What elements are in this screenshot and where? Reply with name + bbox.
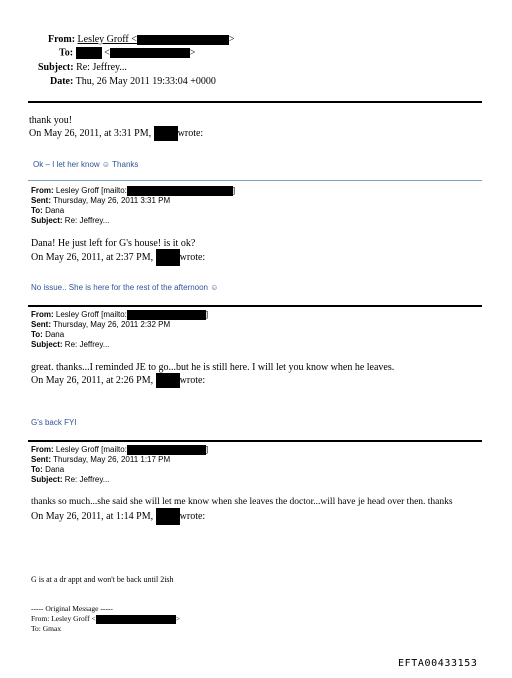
msg1-line2 <box>29 126 203 141</box>
top-subject-line <box>38 62 127 73</box>
redaction-block <box>110 48 190 58</box>
block1-subject-line <box>31 216 109 225</box>
original-from-end: > <box>175 614 180 623</box>
block1-body2 <box>31 249 205 266</box>
block3-sent-line <box>31 455 170 464</box>
original-from-pre: From: Lesley Groff < <box>31 614 96 623</box>
top-to-mid: < <box>104 47 110 59</box>
redaction-block <box>156 249 180 266</box>
block2-sent-label: Sent: <box>31 320 51 329</box>
block1-subject-value: Re: Jeffrey... <box>64 216 110 225</box>
block3-body2-pre: On May 26, 2011, at 1:14 PM, <box>31 510 154 522</box>
block3-sent-label: Sent: <box>31 455 51 464</box>
top-to-line <box>59 47 195 59</box>
block2-to-line <box>31 330 64 339</box>
redaction-block <box>96 615 176 624</box>
top-to-end: > <box>189 47 196 59</box>
block3-body2-post: wrote: <box>179 510 206 522</box>
block3-from-line <box>31 445 208 455</box>
block1-subject-label: Subject: <box>31 216 63 225</box>
block2-from-end: ] <box>205 310 209 320</box>
top-date-value: Thu, 26 May 2011 19:33:04 +0000 <box>75 76 216 87</box>
redaction-block <box>154 126 178 141</box>
block3-from-end: ] <box>205 445 209 455</box>
block1-from-line <box>31 186 235 196</box>
block3-to-value: Dana <box>45 465 65 474</box>
block3-to-label: To: <box>31 465 43 474</box>
block1-from-value: Lesley Groff [mailto: <box>55 186 127 196</box>
block2-subject-line <box>31 340 109 349</box>
block2-from-line <box>31 310 208 320</box>
block2-body1: great. thanks...I reminded JE to go...but he is still here. I will let you know when he leaves. <box>31 362 395 373</box>
block1-sent-label: Sent: <box>31 196 51 205</box>
block2-subject-label: Subject: <box>31 340 63 349</box>
block1-body1: Dana! He just left for G's house! is it ok? <box>31 238 196 249</box>
redaction-block <box>156 508 180 525</box>
block1-to-line <box>31 206 64 215</box>
block3-subject-line <box>31 475 109 484</box>
block3-subject-label: Subject: <box>31 475 63 484</box>
divider <box>28 305 482 307</box>
reply1-text: Ok – I let her know ☺ Thanks <box>33 160 139 169</box>
redaction-block <box>127 310 209 320</box>
top-from-end: > <box>228 34 235 45</box>
block2-from-value: Lesley Groff [mailto: <box>55 310 127 320</box>
block3-from-value: Lesley Groff [mailto: <box>55 445 127 455</box>
divider <box>28 440 482 442</box>
block2-body2-post: wrote: <box>179 374 206 386</box>
redaction-block <box>137 35 229 45</box>
block1-to-value: Dana <box>45 206 65 215</box>
top-subject-label: Subject: <box>38 62 74 73</box>
block2-to-label: To: <box>31 330 43 339</box>
block2-body2 <box>31 373 205 388</box>
block2-sent-value: Thursday, May 26, 2011 2:32 PM <box>53 320 171 329</box>
top-from-line <box>48 34 235 45</box>
block3-body2 <box>31 508 205 525</box>
top-to-label: To: <box>59 47 74 59</box>
msg1-line2-pre: On May 26, 2011, at 3:31 PM, <box>29 127 152 139</box>
original-from-line <box>31 614 180 624</box>
reply2-text: No issue.. She is here for the rest of the afternoon ☺ <box>31 283 219 292</box>
block1-body2-pre: On May 26, 2011, at 2:37 PM, <box>31 251 154 263</box>
block3-sent-value: Thursday, May 26, 2011 1:17 PM <box>53 455 171 464</box>
original-divider: ----- Original Message ----- <box>31 604 113 613</box>
original-to-line: To: Gmax <box>31 624 62 633</box>
block3-body1: thanks so much...she said she will let me know when she leaves the doctor...will have je head over then. thanks <box>31 497 453 507</box>
block3-subject-value: Re: Jeffrey... <box>64 475 110 484</box>
top-subject-value: Re: Jeffrey... <box>76 62 127 73</box>
redaction-block <box>76 47 102 59</box>
block1-from-end: ] <box>232 186 236 196</box>
block2-to-value: Dana <box>45 330 65 339</box>
block1-body2-post: wrote: <box>179 251 206 263</box>
block3-from-label: From: <box>31 445 54 455</box>
header-divider <box>28 101 482 103</box>
block1-sent-value: Thursday, May 26, 2011 3:31 PM <box>53 196 171 205</box>
redaction-block <box>127 186 236 196</box>
block2-subject-value: Re: Jeffrey... <box>64 340 110 349</box>
final-note: G is at a dr appt and won't be back until 2ish <box>31 575 174 584</box>
block1-from-label: From: <box>31 186 54 196</box>
msg1-line1: thank you! <box>29 115 73 126</box>
top-from-label: From: <box>48 34 76 45</box>
block2-from-label: From: <box>31 310 54 320</box>
block2-sent-line <box>31 320 170 329</box>
block2-body2-pre: On May 26, 2011, at 2:26 PM, <box>31 374 154 386</box>
top-date-line <box>50 76 216 87</box>
divider <box>28 180 482 181</box>
block1-to-label: To: <box>31 206 43 215</box>
top-date-label: Date: <box>50 76 74 87</box>
block1-sent-line <box>31 196 170 205</box>
top-from-name[interactable]: Lesley Groff < <box>77 34 137 45</box>
block3-to-line <box>31 465 64 474</box>
reply3-text: G's back FYI <box>31 418 77 427</box>
doc-id-stamp: EFTA00433153 <box>398 658 478 669</box>
redaction-block <box>156 373 180 388</box>
redaction-block <box>127 445 209 455</box>
msg1-line2-post: wrote: <box>177 127 204 139</box>
